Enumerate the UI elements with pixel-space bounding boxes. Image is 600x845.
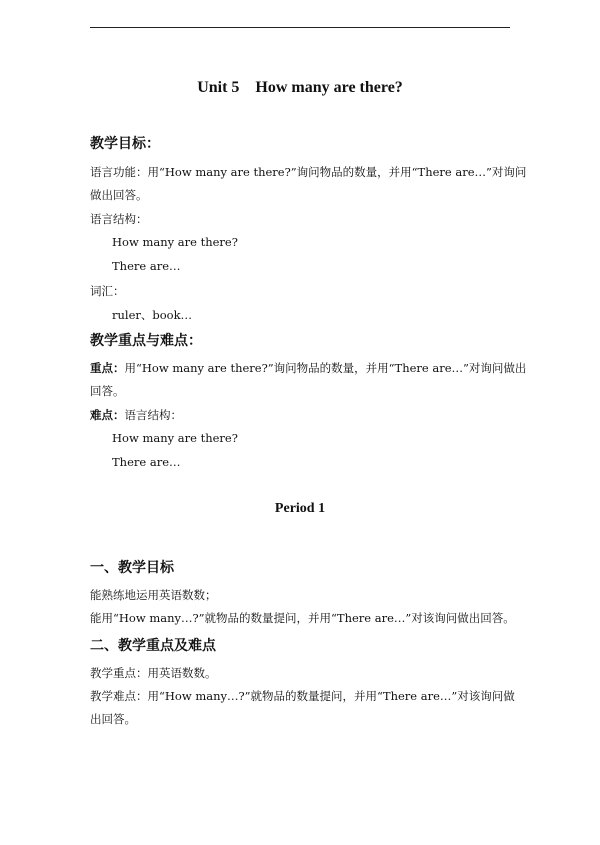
key-points-heading: 教学重点与难点： <box>90 333 202 349</box>
focus-label: 重点： <box>90 361 125 375</box>
objective-structure-2: There are… <box>112 259 181 273</box>
difficulty-structure-1: How many are there? <box>112 431 238 445</box>
period-section-2-line-2: 教学难点：用“How many…?”就物品的数量提问，并用“There are…”对该询问做 <box>90 689 515 703</box>
period-title: Period 1 <box>274 501 326 516</box>
difficulty-line <box>90 407 182 423</box>
unit-title: Unit 5 How many are there? <box>197 79 403 96</box>
period-section-2-line-1: 教学重点：用英语数数。 <box>90 666 217 680</box>
language-structure-label: 语言结构： <box>90 212 148 226</box>
vocabulary-label: 词汇： <box>90 284 125 298</box>
language-function-line-2: 做出回答。 <box>90 188 148 202</box>
focus-line-1 <box>90 360 526 376</box>
objectives-heading: 教学目标： <box>90 136 160 152</box>
focus-line-2: 回答。 <box>90 384 125 398</box>
difficulty-label: 难点： <box>90 408 125 422</box>
language-function-line-1: 语言功能：用“How many are there?”询问物品的数量，并用“There are…”对询问 <box>90 165 527 179</box>
period-section-2-heading: 二、教学重点及难点 <box>90 638 216 654</box>
period-section-1-line-2: 能用“How many…?”就物品的数量提问，并用“There are…”对该询问做出回答。 <box>90 611 515 625</box>
objective-structure-1: How many are there? <box>112 235 238 249</box>
period-section-1-heading: 一、教学目标 <box>90 560 174 576</box>
period-section-2-line-3: 出回答。 <box>90 712 136 726</box>
period-section-1-line-1: 能熟练地运用英语数数； <box>90 588 217 602</box>
difficulty-text: 语言结构： <box>124 408 182 422</box>
focus-text: 用“How many are there?”询问物品的数量，并用“There are…”对询问做出 <box>124 361 527 375</box>
vocabulary-items: ruler、book… <box>112 308 193 322</box>
header-rule <box>90 27 510 28</box>
difficulty-structure-2: There are… <box>112 455 181 469</box>
